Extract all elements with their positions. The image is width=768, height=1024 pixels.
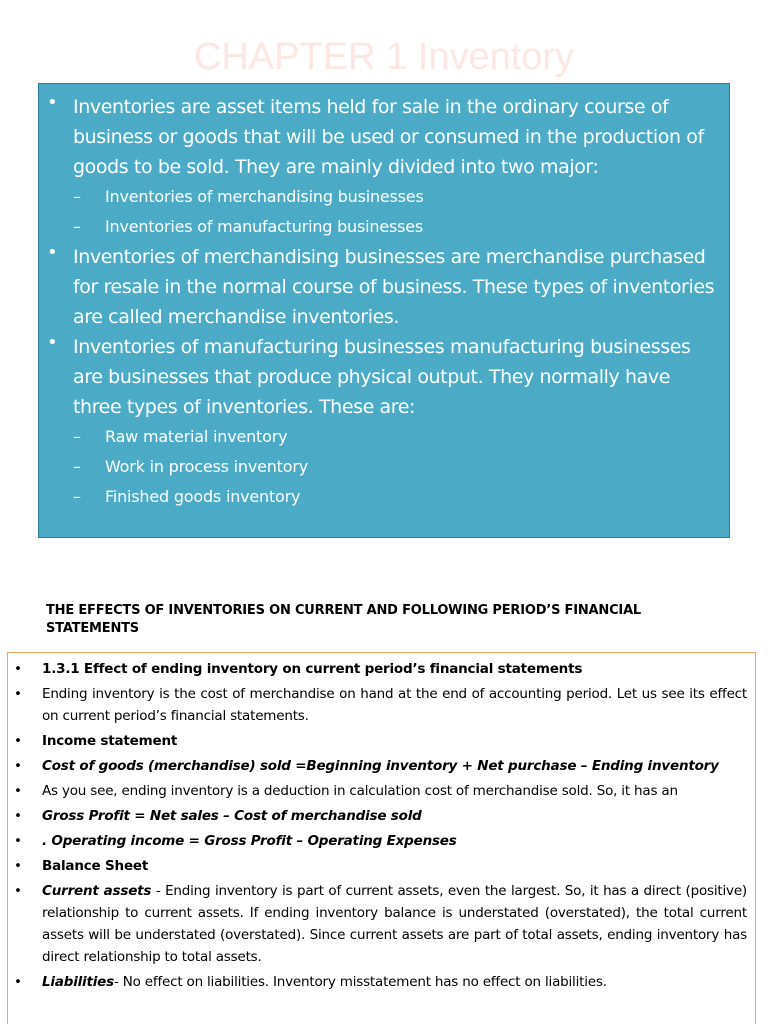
bullet-icon: • [14, 661, 22, 677]
dash-icon: – [73, 427, 81, 446]
slide-bullet-text: Inventories are asset items held for sale in the ordinary course of business or goods that will be used or consumed in the production of goods to be sold. They are mainly divided into two major: [73, 96, 704, 178]
notes-list [8, 653, 755, 993]
slide-sub-item [73, 452, 715, 482]
slide-sub-item-text: Inventories of manufacturing businesses [105, 217, 424, 236]
note-item [8, 658, 755, 680]
note-label: Liabilities [42, 974, 114, 990]
slide-sub-list [73, 422, 715, 512]
bullet-icon: • [14, 733, 22, 749]
note-item [8, 683, 755, 727]
slide-bullet [39, 332, 729, 512]
note-text: - Ending inventory is part of current assets, even the largest. So, it has a direct (positive) relationship to current assets. If ending inventory balance is understated (overstated), the total current assets will be understated (overstated). Since current assets are part of total assets, ending inventory has direct relationship to total assets. [42, 883, 747, 965]
note-text: - No effect on liabilities. Inventory misstatement has no effect on liabilities. [113, 974, 607, 990]
bullet-icon: • [14, 783, 22, 799]
slide-sub-item-text: Work in process inventory [105, 457, 308, 476]
bullet-icon: • [14, 974, 22, 990]
dash-icon: – [73, 457, 81, 476]
note-item [8, 780, 755, 802]
slide-bullet-text: Inventories of merchandising businesses are merchandise purchased for resale in the normal course of business. These types of inventories are called merchandise inventories. [73, 246, 715, 328]
slide-sub-item [73, 182, 715, 212]
note-item [8, 830, 755, 852]
bullet-icon: • [47, 92, 58, 113]
bullet-icon: • [47, 242, 58, 263]
bullet-icon: • [47, 332, 58, 353]
note-label: Current assets [42, 883, 152, 899]
note-text: As you see, ending inventory is a deduction in calculation cost of merchandise sold. So, it has an [42, 783, 678, 799]
notes-box [7, 652, 756, 1024]
note-text: Gross Profit = Net sales – Cost of merchandise sold [42, 808, 422, 824]
section-heading: THE EFFECTS OF INVENTORIES ON CURRENT AND FOLLOWING PERIOD’S FINANCIAL STATEMENTS [46, 603, 642, 636]
slide-sub-item-text: Raw material inventory [105, 427, 288, 446]
bullet-icon: • [14, 883, 22, 899]
bullet-icon: • [14, 758, 22, 774]
bullet-icon: • [14, 686, 22, 702]
dash-icon: – [73, 487, 81, 506]
note-item [8, 805, 755, 827]
dash-icon: – [73, 187, 81, 206]
note-item [8, 971, 755, 993]
slide-bullet-list [39, 84, 729, 512]
note-item [8, 880, 755, 968]
note-text: . Operating income = Gross Profit – Operating Expenses [42, 833, 457, 849]
slide-sub-item [73, 482, 715, 512]
slide-bullet [39, 242, 729, 332]
bullet-icon: • [14, 808, 22, 824]
note-item [8, 855, 755, 877]
note-text: Ending inventory is the cost of merchandise on hand at the end of accounting period. Let us see its effect on current period’s financial statements. [42, 686, 747, 724]
note-item [8, 755, 755, 777]
slide-sub-item [73, 422, 715, 452]
note-text: Balance Sheet [42, 858, 149, 874]
note-item [8, 730, 755, 752]
note-text: 1.3.1 Effect of ending inventory on current period’s financial statements [42, 661, 583, 677]
bullet-icon: • [14, 858, 22, 874]
slide-sub-list [73, 182, 715, 242]
slide-sub-item-text: Finished goods inventory [105, 487, 301, 506]
slide-bullet [39, 92, 729, 242]
note-text: Cost of goods (merchandise) sold =Beginning inventory + Net purchase – Ending inventory [42, 758, 719, 774]
slide-sub-item [73, 212, 715, 242]
note-text: Income statement [42, 733, 178, 749]
slide-title: CHAPTER 1 Inventory [193, 36, 575, 78]
bullet-icon: • [14, 833, 22, 849]
slide-sub-item-text: Inventories of merchandising businesses [105, 187, 424, 206]
slide-bullet-text: Inventories of manufacturing businesses manufacturing businesses are businesses that produce physical output. They normally have three types of inventories. These are: [73, 336, 691, 418]
slide-content-box [38, 83, 730, 538]
dash-icon: – [73, 217, 81, 236]
